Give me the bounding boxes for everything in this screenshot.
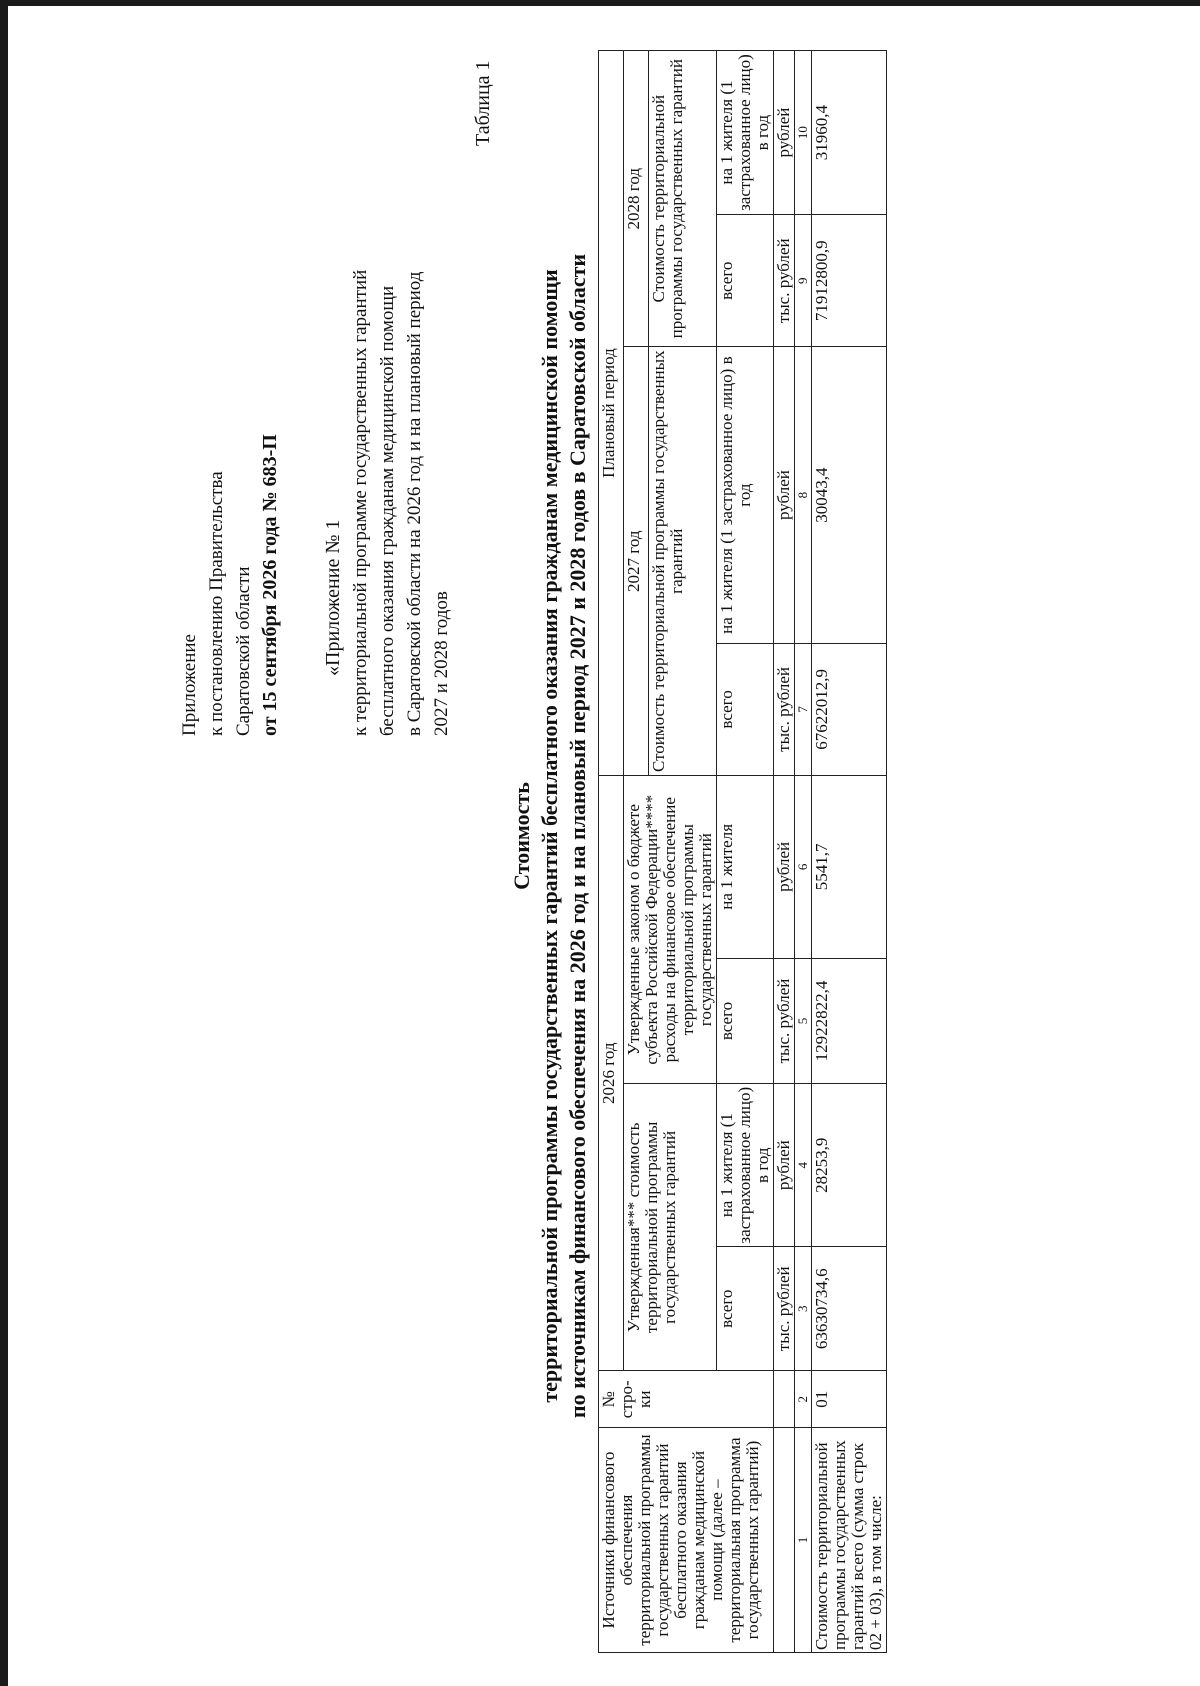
resolution-header <box>176 256 284 736</box>
header-line-1: Приложение <box>179 634 200 736</box>
col-number-3: 3 <box>795 1247 812 1371</box>
col-number-7: 7 <box>795 643 812 775</box>
cost-table <box>598 50 887 1653</box>
title-line-1: Стоимость <box>509 782 534 890</box>
appendix-line-4: 2027 и 2028 годов <box>431 591 452 736</box>
col-number-2: 2 <box>795 1371 812 1428</box>
col-number-8: 8 <box>795 347 812 643</box>
header-total-5: всего <box>717 958 774 1084</box>
value-2026-per-insured: 28253,9 <box>812 1084 887 1247</box>
header-per-insured-4: на 1 жителя (1 застрахованное лицо) в год <box>717 1084 774 1247</box>
value-2028-per-insured: 31960,4 <box>812 51 887 215</box>
unit-empty-2 <box>774 1371 795 1428</box>
title-line-2: территориальной программы государственных гарантий бесплатного оказания гражданам медицинской помощи <box>537 269 562 1403</box>
header-year-2026: 2026 год <box>599 776 624 1371</box>
header-source: Источники финансового обеспечения территориальной программы государственных гарантий бесплатного оказания гражданам медицинской помощи (далее – территориальная программа государственных гарантий) <box>599 1428 774 1653</box>
col-number-1: 1 <box>795 1428 812 1653</box>
header-approved-cost: Утвержденная*** стоимость территориальной программы государственных гарантий <box>624 1084 717 1371</box>
header-row-number: № стро-ки <box>599 1371 774 1428</box>
col-number-6: 6 <box>795 776 812 959</box>
col-number-4: 4 <box>795 1084 812 1247</box>
unit-thousand-5: тыс. рублей <box>774 958 795 1084</box>
value-2026-law-per-resident: 5541,7 <box>812 776 887 959</box>
unit-thousand-3: тыс. рублей <box>774 1247 795 1371</box>
value-2026-law-total: 12922822,4 <box>812 958 887 1084</box>
document-title <box>508 46 592 1626</box>
appendix-block <box>320 16 455 736</box>
appendix-line-1: к территориальной программе государственных гарантий <box>350 269 371 736</box>
row-label: Стоимость территориальной программы государственных гарантий всего (сумма строк 02 + 03), в том числе: <box>812 1428 887 1653</box>
row-code: 01 <box>812 1371 887 1428</box>
header-cost-2027: Стоимость территориальной программы государственных гарантий <box>649 347 717 776</box>
value-2027-total: 67622012,9 <box>812 643 887 775</box>
header-per-insured-10: на 1 жителя (1 застрахованное лицо) в год <box>717 51 774 215</box>
header-year-2027: 2027 год <box>624 347 649 776</box>
header-line-3: Саратовской области <box>233 566 254 736</box>
header-year-2028: 2028 год <box>624 51 649 347</box>
appendix-line-2: бесплатного оказания гражданам медицинской помощи <box>377 285 398 736</box>
table-label: Таблица 1 <box>472 60 494 146</box>
col-number-10: 10 <box>795 51 812 215</box>
col-number-5: 5 <box>795 958 812 1084</box>
header-total-3: всего <box>717 1247 774 1371</box>
unit-rub-10: рублей <box>774 51 795 215</box>
header-cost-2028: Стоимость территориальной программы государственных гарантий <box>649 51 717 347</box>
appendix-title: «Приложение № 1 <box>322 519 344 676</box>
header-planned-period: Плановый период <box>599 51 624 776</box>
unit-empty-1 <box>774 1428 795 1653</box>
header-line-4: от 15 сентября 2026 года № 683-П <box>259 434 281 736</box>
value-2026-total: 63630734,6 <box>812 1247 887 1371</box>
header-per-insured-8: на 1 жителя (1 застрахованное лицо) в год <box>717 347 774 643</box>
unit-rub-6: рублей <box>774 776 795 959</box>
header-total-7: всего <box>717 643 774 775</box>
header-line-2: к постановлению Правительства <box>206 471 227 736</box>
table-row <box>812 51 887 1653</box>
title-line-3: по источникам финансового обеспечения на 2026 год и на плановый период 2027 и 2028 годов в Саратовской области <box>565 253 590 1419</box>
header-per-resident-6: на 1 жителя <box>717 776 774 959</box>
unit-thousand-7: тыс. рублей <box>774 643 795 775</box>
appendix-line-3: в Саратовской области на 2026 год и на плановый период <box>404 271 425 736</box>
value-2028-total: 71912800,9 <box>812 215 887 347</box>
header-total-9: всего <box>717 215 774 347</box>
unit-rub-8: рублей <box>774 347 795 643</box>
col-number-9: 9 <box>795 215 812 347</box>
value-2027-per-insured: 30043,4 <box>812 347 887 643</box>
unit-thousand-9: тыс. рублей <box>774 215 795 347</box>
header-approved-law: Утвержденные законом о бюджете субъекта Российской Федерации**** расходы на финансовое обеспечение территориальной программы государственных гарантий <box>624 776 717 1084</box>
unit-rub-4: рублей <box>774 1084 795 1247</box>
